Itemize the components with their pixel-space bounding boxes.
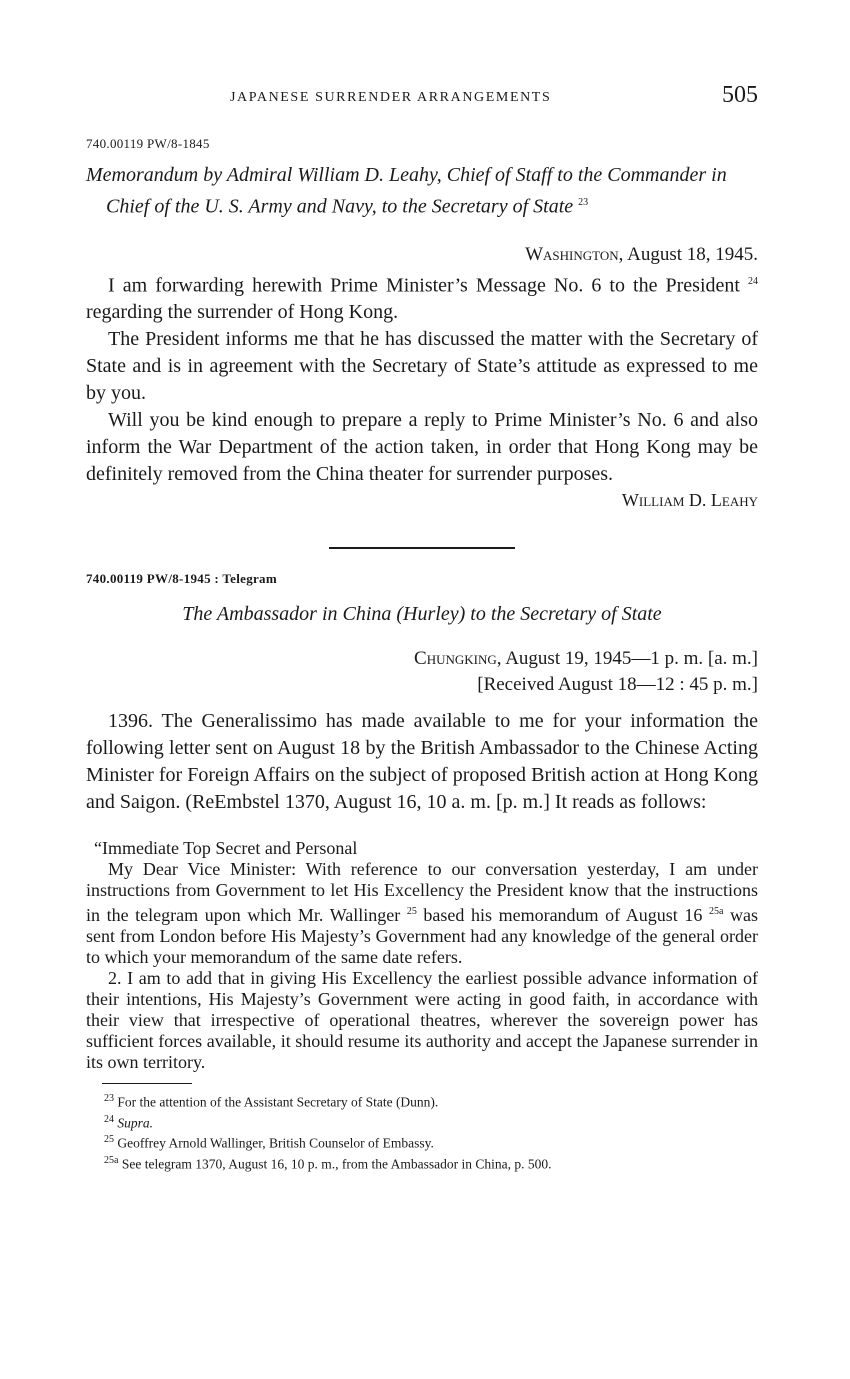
doc2-heading: The Ambassador in China (Hurley) to the Secretary of State xyxy=(182,603,662,626)
footnote-text: Geoffrey Arnold Wallinger, British Counselor of Embassy. xyxy=(117,1135,434,1151)
doc1-heading-text: Memorandum by Admiral William D. Leahy, Chief of Staff to the Commander in Chief of the U. S. Army and Navy, to the Secretary of State xyxy=(86,164,727,218)
doc1-paragraph-2: The President informs me that he has discussed the matter with the Secretary of State and is in agreement with the Secretary of State’s attitude as expressed to me by you. xyxy=(86,328,758,405)
doc2-dateline xyxy=(86,646,758,672)
footnote-mark: 25a xyxy=(104,1154,119,1166)
doc2-quote1-text-c: was sent from London before His Majesty’s Government had any knowledge of the general order to which your memorandum of the same date refers. xyxy=(86,905,758,968)
doc2-file-ref: 740.00119 PW/8-1945 : Telegram xyxy=(86,571,277,587)
document-page xyxy=(86,78,758,1172)
footnote-text: For the attention of the Assistant Secretary of State (Dunn). xyxy=(117,1094,439,1110)
doc1-place: Washington, xyxy=(525,243,624,265)
footnote-mark: 23 xyxy=(104,1093,114,1105)
doc2-place: Chungking, xyxy=(414,648,502,670)
footnote xyxy=(86,1152,758,1173)
doc1-para1-text-b: regarding the surrender of Hong Kong. xyxy=(86,301,399,324)
doc2-quote-paragraph-2: 2. I am to add that in giving His Excellency the earliest possible advance information of their intentions, His Majesty’s Government were acting in good faith, in accordance with their view that irrespective of operational theatres, wherever the sovereign power has sufficient forces available, it should resume its authority and accept the Japanese surrender in its own territory. xyxy=(86,968,758,1073)
footnote-text: See telegram 1370, August 16, 10 p. m., from the Ambassador in China, p. 500. xyxy=(121,1156,552,1172)
doc1-dateline xyxy=(86,241,758,268)
footnote-mark: 25 xyxy=(104,1134,114,1146)
doc2-quote-paragraph-1 xyxy=(86,859,758,968)
running-header xyxy=(86,78,758,112)
footnote-rule xyxy=(102,1083,192,1084)
doc2-quote1-note-1: 25 xyxy=(406,906,417,918)
doc1-paragraph-3: Will you be kind enough to prepare a reply to Prime Minister’s No. 6 and also inform the War Department of the action taken, in order that Hong Kong may be definitely removed from the China theater for surrender purposes. xyxy=(86,409,758,486)
doc2-received: [Received August 18—12 : 45 p. m.] xyxy=(477,674,758,696)
footnote-text: Supra. xyxy=(117,1115,154,1131)
doc2-quote1-note-2: 25a xyxy=(708,906,724,918)
doc1-para1-text-a: I am forwarding herewith Prime Minister’s Message No. 6 to the President xyxy=(108,274,740,297)
doc2-paragraph-1: 1396. The Generalissimo has made available to me for your information the following letter sent on August 18 by the British Ambassador to the Chinese Acting Minister for Foreign Affairs on the subject of proposed British action at Hong Kong and Saigon. (ReEmbstel 1370, August 16, 10 a. m. [p. m.] It reads as follows: xyxy=(86,710,758,814)
footnote xyxy=(86,1111,758,1132)
doc2-quote1-text-b: based his memorandum of August 16 xyxy=(423,905,703,926)
doc1-file-ref: 740.00119 PW/8-1845 xyxy=(86,136,210,151)
footnote xyxy=(86,1131,758,1152)
doc1-heading xyxy=(86,162,758,221)
section-divider xyxy=(329,547,515,549)
doc1-signature: William D. Leahy xyxy=(621,490,758,511)
running-title: JAPANESE SURRENDER ARRANGEMENTS xyxy=(230,90,552,105)
doc1-date: August 18, 1945. xyxy=(627,243,758,265)
footnote-mark: 24 xyxy=(104,1113,114,1125)
doc2-quote-head: “Immediate Top Secret and Personal xyxy=(94,838,358,859)
doc2-quote1-text-a: My Dear Vice Minister: With reference to our conversation yesterday, I am under instructions from Government to let His Excellency the President know that the instructions in the telegram upon which Mr. Wallinger xyxy=(86,859,758,926)
doc2-date: August 19, 1945—1 p. m. [a. m.] xyxy=(505,648,758,670)
doc1-heading-note: 23 xyxy=(578,197,589,208)
footnote xyxy=(86,1090,758,1111)
doc1-para1-note: 24 xyxy=(748,275,759,287)
page-number: 505 xyxy=(722,82,758,108)
doc1-paragraph-1 xyxy=(86,268,758,327)
